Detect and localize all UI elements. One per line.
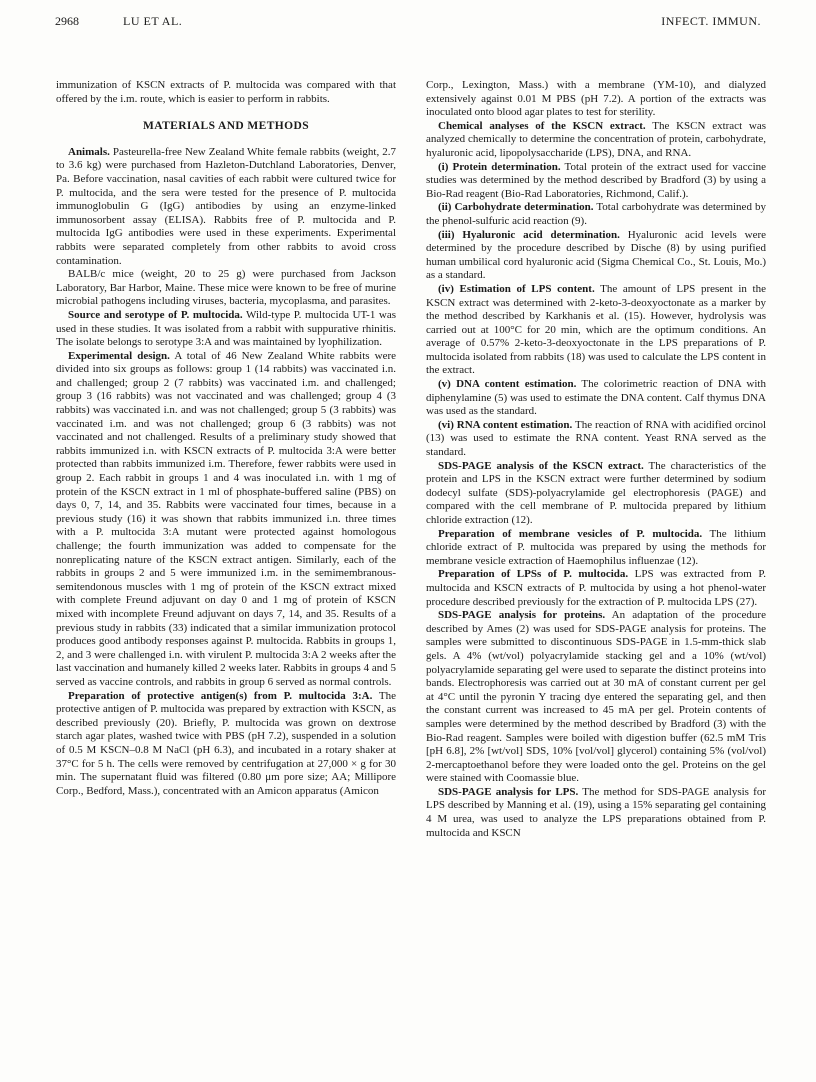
run-in-heading: (iv) Estimation of LPS content. bbox=[438, 282, 595, 295]
design-paragraph: Experimental design. A total of 46 New Zealand White rabbits were divided into six groups as follows: group 1 (14 rabbits) was vaccinated i.n. and challenged; group 2 (7 rabbits) was vaccinated i.m. and challenged; group 3 (16 rabbits) was not vaccinated and was challenged; group 4 (3 rabbits) was vaccinated i.n. and was not challenged; group 5 (3 rabbits) was vaccinated i.m. and was not challenged; group 6 (3 rabbits) was not vaccinated and not challenged. Results of a preliminary study showed that rabbits immunized i.n. with KSCN extracts of P. multocida 3:A were better protected than rabbits immunized i.m. Therefore, fewer rabbits were used in group 2. Each rabbit in groups 1 and 4 was inoculated i.n. with 1 mg of protein of the KSCN extract in 1 ml of phosphate-buffered saline (PBS) on days 0, 7, 14, and 35. Rabbits were vaccinated four times, because in a previous study (16) it was shown that rabbits immunized i.n. three times with a P. multocida 3:A mutant were protected against homologous challenge; the fourth immunization was added to compensate for the nonreplicating nature of the KSCN extract antigen. Similarly, each of the rabbits in groups 2 and 5 were immunized i.m. in the semimembranous-semitendonous muscles with 1 mg of protein of the KSCN extract mixed with complete Freund adjuvant on day 0 and 1 mg of protein of KSCN mixed with incomplete Freund adjuvant on days 7, 14, and 35. Results of a previous study in rabbits (33) indicated that a similar immunization protocol produces good antibody responses against P. multocida. Rabbits in groups 1, 2, and 3 were challenged i.n. with virulent P. multocida 3:A 2 weeks after the last vaccination and humanely killed 2 weeks later. Rabbits in groups 4 and 5 served as vaccine controls, and rabbits in group 6 served as normal controls. bbox=[56, 349, 396, 688]
run-in-heading: Source and serotype of P. multocida. bbox=[68, 308, 243, 321]
hyaluronic-paragraph: (iii) Hyaluronic acid determination. Hyaluronic acid levels were determined by the procedure described by Dische (8) by using purified human umbilical cord hyaluronic acid (Sigma Chemical Co., St. Louis, Mo.) as a standard. bbox=[426, 228, 766, 282]
page-number: 2968 bbox=[55, 14, 79, 28]
run-in-heading: SDS-PAGE analysis for LPS. bbox=[438, 785, 579, 798]
right-column bbox=[426, 79, 766, 840]
lps-prep-paragraph: Preparation of LPSs of P. multocida. LPS was extracted from P. multocida and KSCN extracts of P. multocida by using a hot phenol-water procedure described previously for the extraction of P. multocida LPS (27). bbox=[426, 568, 767, 608]
rna-paragraph: (vi) RNA content estimation. The reaction of RNA with acidified orcinol (13) was used to estimate the RNA content. Yeast RNA served as the standard. bbox=[426, 418, 766, 459]
sds-kscn-paragraph: SDS-PAGE analysis of the KSCN extract. The characteristics of the protein and LPS in the KSCN extract were further determined by sodium dodecyl sulfate (SDS)-polyacrylamide gel electrophoresis (PAGE) and compared with the cell membrane of P. multocida prepared by lithium chloride extraction (12). bbox=[426, 459, 767, 526]
carbohydrate-paragraph: (ii) Carbohydrate determination. Total carbohydrate was determined by the phenol-sulfuric acid reaction (9). bbox=[426, 201, 766, 227]
run-in-heading: Chemical analyses of the KSCN extract. bbox=[438, 119, 646, 132]
mice-paragraph: BALB/c mice (weight, 20 to 25 g) were purchased from Jackson Laboratory, Bar Harbor, Maine. These mice were known to be free of murine microbial pathogens including viruses, bacteria, mycoplasma, and parasites. bbox=[56, 268, 396, 308]
animals-paragraph: Animals. Pasteurella-free New Zealand White female rabbits (weight, 2.7 to 3.6 kg) were purchased from Hazleton-Dutchland Laboratories, Denver, Pa. Before vaccination, nasal cavities of each rabbit were cultured twice for P. multocida, and the sera were tested for the presence of P. multocida immunoglobulin G (IgG) antibodies by using an enzyme-linked immunosorbent assay (ELISA). Rabbits free of P. multocida and P. multocida IgG antibodies were used in these experiments. Experimental rabbits were separated completely from other rabbits to avoid cross contamination. bbox=[56, 145, 397, 267]
journal-name: INFECT. IMMUN. bbox=[661, 14, 761, 28]
running-authors: LU ET AL. bbox=[123, 14, 183, 28]
sds-lps-paragraph: SDS-PAGE analysis for LPS. The method for SDS-PAGE analysis for LPS described by Manning et al. (19), using a 15% separating gel containing 4 M urea, was used to analyze the LPS preparations obtained from P. multocida and KSCN bbox=[426, 785, 766, 839]
continued-paragraph: Corp., Lexington, Mass.) with a membrane (YM-10), and dialyzed extensively against 0.01 M PBS (pH 7.2). A portion of the extracts was inoculated onto blood agar plates to test for sterility. bbox=[426, 79, 766, 119]
protein-paragraph: (i) Protein determination. Total protein of the extract used for vaccine studies was determined by the method described by Bradford (3) by using a Bio-Rad reagent (Bio-Rad Laboratories, Richmond, Calif.). bbox=[426, 160, 767, 200]
intro-paragraph: immunization of KSCN extracts of P. multocida was compared with that offered by the i.m. route, which is easier to perform in rabbits. bbox=[56, 79, 396, 105]
sds-protein-paragraph: SDS-PAGE analysis for proteins. An adaptation of the procedure described by Ames (2) was used for SDS-PAGE analysis for proteins. The samples were submitted to discontinuous SDS-PAGE in 1.5-mm-thick slab gels. A 4% (wt/vol) polyacrylamide stacking gel and a 10% (wt/vol) polyacrylamide separating gel were used to separate the distinct proteins into bands. Electrophoresis was carried out at 30 mA of constant current per gel at 4°C until the pyronin Y tracing dye entered the separating gel, and then the constant current was increased to 45 mA per gel. Protein contents of samples were determined by the method described by Bradford (3) with the Bio-Rad reagent. Samples were boiled with digestion buffer (62.5 mM Tris [pH 6.8], 2% [wt/vol] SDS, 10% [vol/vol] glycerol) containing 5% (vol/vol) 2-mercaptoethanol before they were loaded onto the gel. Proteins on the gel were stained with Coomassie blue. bbox=[426, 609, 766, 785]
run-in-heading: (iii) Hyaluronic acid determination. bbox=[438, 228, 620, 241]
section-title: MATERIALS AND METHODS bbox=[142, 120, 309, 133]
run-in-heading: Experimental design. bbox=[68, 349, 170, 362]
source-paragraph: Source and serotype of P. multocida. Wild-type P. multocida UT-1 was used in these studies. It was isolated from a rabbit with suppurative rhinitis. The isolate belongs to serotype 3:A and was maintained by lyophilization. bbox=[56, 308, 397, 349]
dna-paragraph: (v) DNA content estimation. The colorimetric reaction of DNA with diphenylamine (5) was used to estimate the DNA content. Calf thymus DNA was used as the standard. bbox=[426, 378, 766, 418]
lps-content-paragraph: (iv) Estimation of LPS content. The amount of LPS present in the KSCN extract was determined with 2-keto-3-deoxyoctonate as a marker by the method described by Karkhanis et al. (15). However, hydrolysis was carried out at 100°C for 20 min, which are the optimum conditions. An average of 0.57% 2-keto-3-deoxyoctonate in the LPS preparations of P. multocida isolated from rabbits (18) was used to calculate the LPS content in the extract. bbox=[426, 282, 766, 377]
chem-paragraph: Chemical analyses of the KSCN extract. The KSCN extract was analyzed chemically to determine the concentration of protein, carbohydrate, hyaluronic acid, lipopolysaccharide (LPS), DNA, and RNA. bbox=[426, 119, 766, 159]
running-header bbox=[55, 14, 761, 34]
run-in-heading: (i) Protein determination. bbox=[438, 160, 561, 173]
run-in-heading: Preparation of membrane vesicles of P. multocida. bbox=[438, 527, 703, 540]
run-in-heading: Animals. bbox=[68, 145, 110, 158]
run-in-heading: (v) DNA content estimation. bbox=[438, 378, 577, 391]
run-in-heading: (ii) Carbohydrate determination. bbox=[438, 201, 594, 214]
prep-paragraph: Preparation of protective antigen(s) from P. multocida 3:A. The protective antigen of P. multocida was prepared by extraction with KSCN, as described previously (20). Briefly, P. multocida was grown on dextrose starch agar plates, washed twice with PBS (pH 7.2), suspended in a solution of 0.5 M KSCN–0.8 M NaCl (pH 6.3), and incubated in a rotary shaker at 37°C for 5 h. The cells were removed by centrifugation at 27,000 × g for 30 min. The supernatant fluid was filtered (0.80 μm pore size; AA; Millipore Corp., Bedford, Mass.), concentrated with an Amicon apparatus (Amicon bbox=[56, 689, 396, 797]
run-in-heading: Preparation of protective antigen(s) from P. multocida 3:A. bbox=[68, 689, 373, 702]
run-in-heading: SDS-PAGE analysis for proteins. bbox=[438, 609, 606, 622]
membrane-paragraph: Preparation of membrane vesicles of P. multocida. The lithium chloride extract of P. multocida was prepared by using the methods for membrane vesicle extraction of Haemophilus influenzae (12). bbox=[426, 527, 766, 567]
left-column bbox=[56, 79, 396, 798]
run-in-heading: SDS-PAGE analysis of the KSCN extract. bbox=[438, 459, 644, 472]
run-in-heading: (vi) RNA content estimation. bbox=[438, 418, 573, 431]
run-in-heading: Preparation of LPSs of P. multocida. bbox=[438, 568, 629, 581]
